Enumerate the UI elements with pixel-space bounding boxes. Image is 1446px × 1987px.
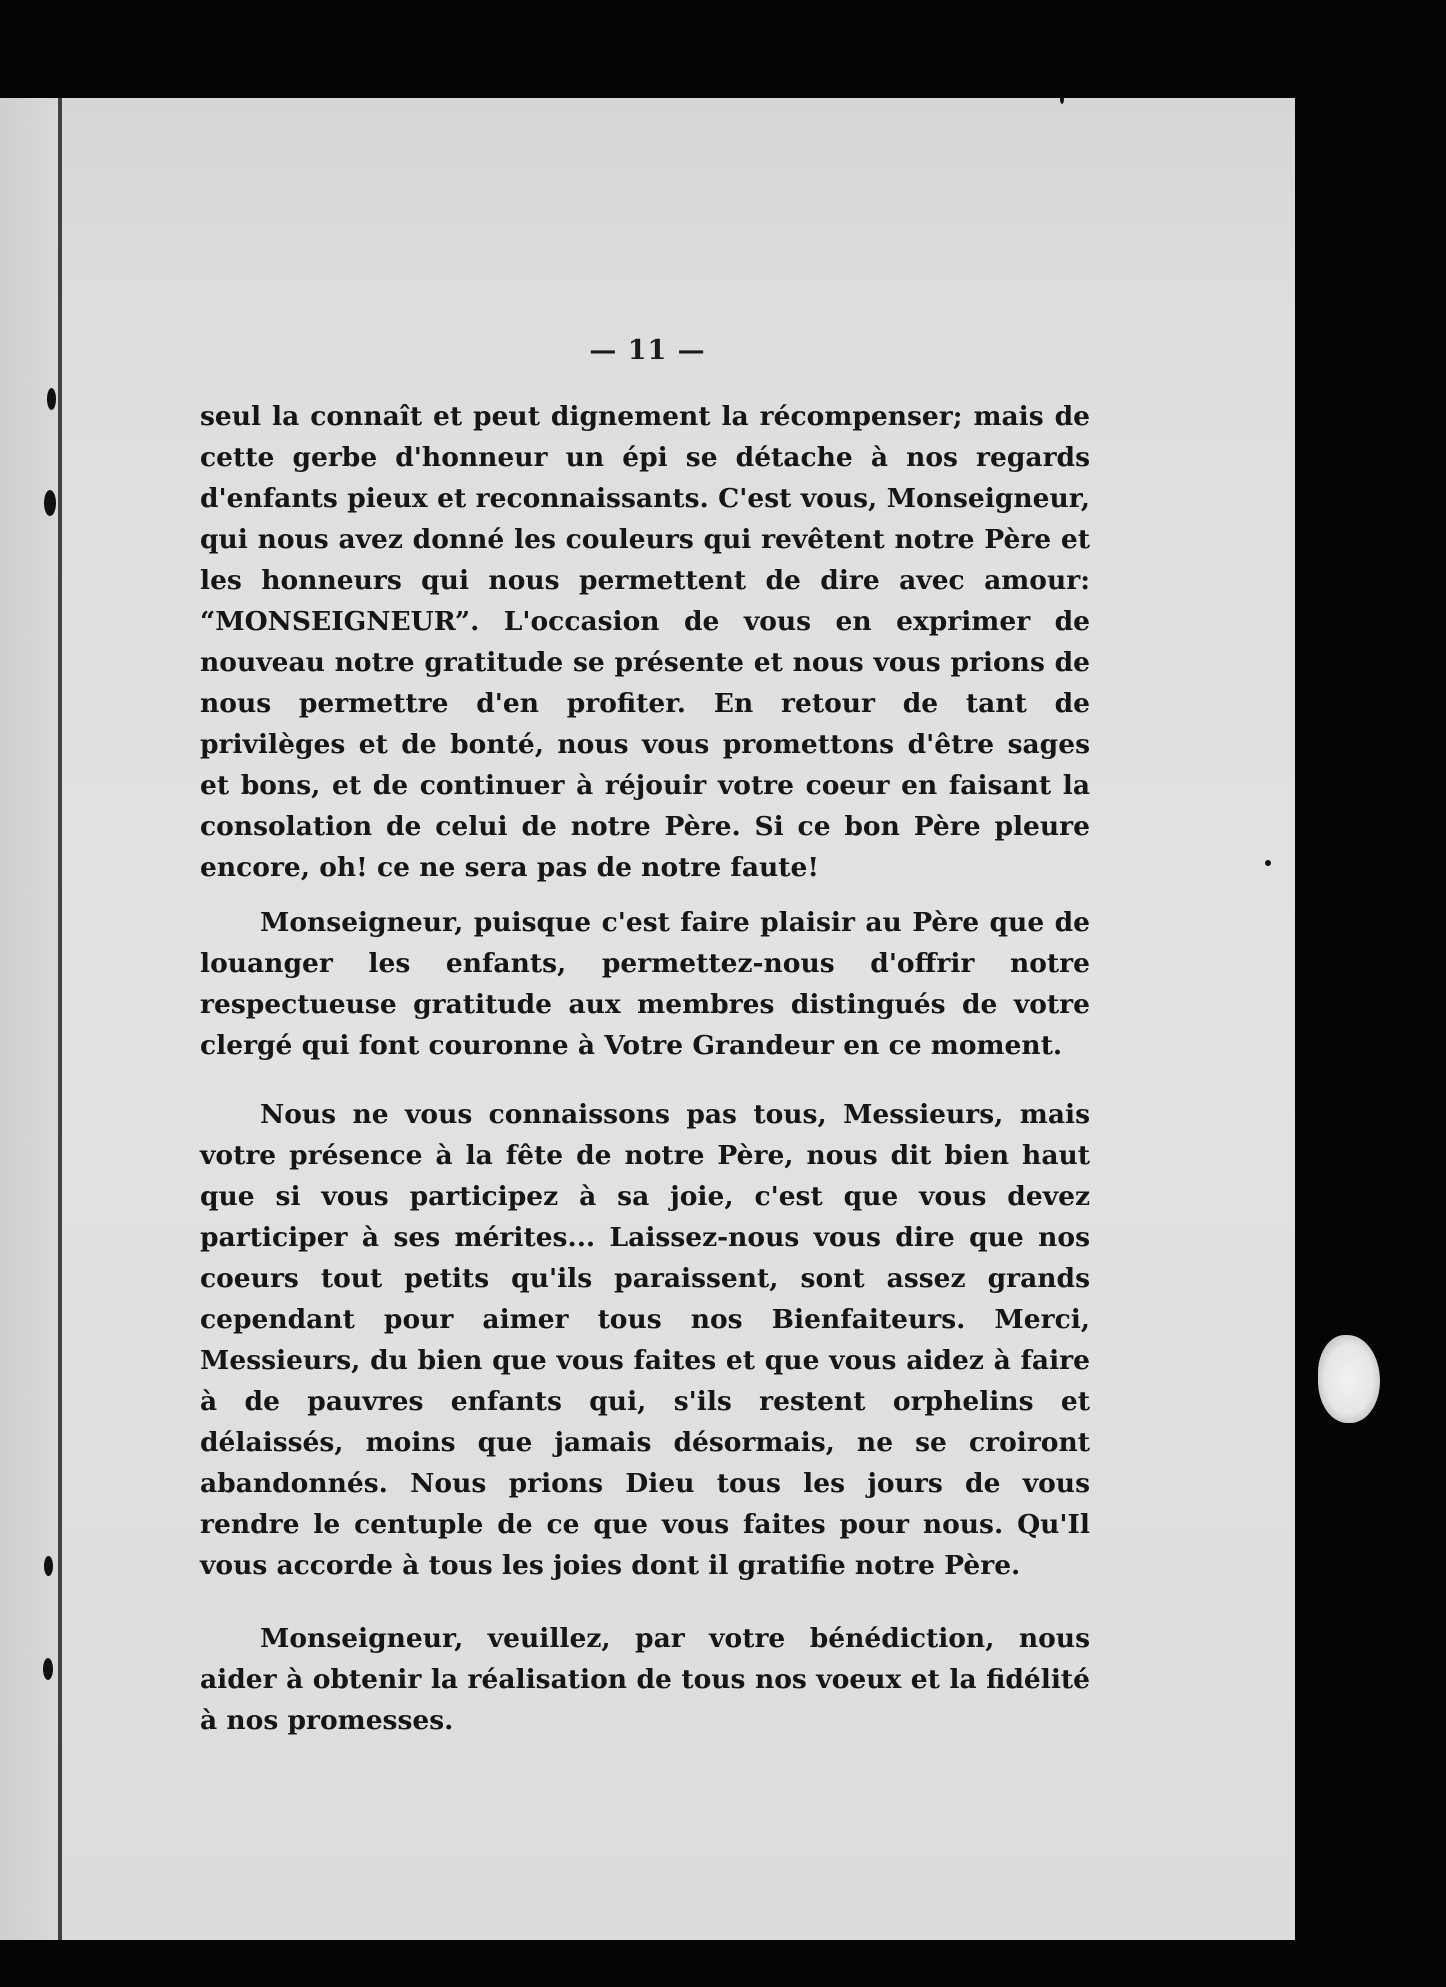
ink-speck: [47, 388, 56, 410]
ink-speck: [1265, 860, 1271, 866]
paragraph-2: Monseigneur, puisque c'est faire plaisir au Père que de louanger les enfants, permettez-nous d'offrir notre respectueuse gratitude aux membres distingués de votre clergé qui font couronne à Votre Grandeur en ce moment.: [200, 907, 1090, 1061]
paper-fragment: [1318, 1335, 1380, 1423]
paragraph-4: Monseigneur, veuillez, par votre bénédiction, nous aider à obtenir la réalisation de tous nos voeux et la fidélité à nos promesses.: [200, 1623, 1090, 1736]
paragraph-1: seul la connaît et peut dignement la récompenser; mais de cette gerbe d'honneur un épi se détache à nos regards d'enfants pieux et reconnaissants. C'est vous, Monseigneur, qui nous avez donné les couleurs qui revêtent notre Père et les honneurs qui nous permettent de dire avec amour: “MONSEIGNEUR”. L'occasion de vous en exprimer de nouveau notre gratitude se présente et nous vous prions de nous permettre d'en profiter. En retour de tant de privilèges et de bonté, nous vous promettons d'être sages et bons, et de continuer à réjouir votre coeur en faisant la consolation de celui de notre Père. Si ce bon Père pleure encore, oh! ce ne sera pas de notre faute!: [200, 401, 1090, 883]
page-number: — 11 —: [589, 335, 706, 366]
binding-edge: [58, 98, 62, 1940]
ink-speck: [43, 1658, 53, 1680]
ink-speck: [44, 1556, 53, 1576]
scanned-page: [0, 98, 1295, 1940]
ink-speck: [44, 490, 56, 516]
ink-speck: [1060, 98, 1064, 104]
paragraph-3: Nous ne vous connaissons pas tous, Messieurs, mais votre présence à la fête de notre Père, nous dit bien haut que si vous participez à sa joie, c'est que vous devez participer à ses mérites... Laissez-nous vous dire que nos coeurs tout petits qu'ils paraissent, sont assez grands cependant pour aimer tous nos Bienfaiteurs. Merci, Messieurs, du bien que vous faites et que vous aidez à faire à de pauvres enfants qui, s'ils restent orphelins et délaissés, moins que jamais désormais, ne se croiront abandonnés. Nous prions Dieu tous les jours de vous rendre le centuple de ce que vous faites pour nous. Qu'Il vous accorde à tous les joies dont il gratifie notre Père.: [200, 1099, 1090, 1581]
body-text: [200, 396, 1090, 1741]
